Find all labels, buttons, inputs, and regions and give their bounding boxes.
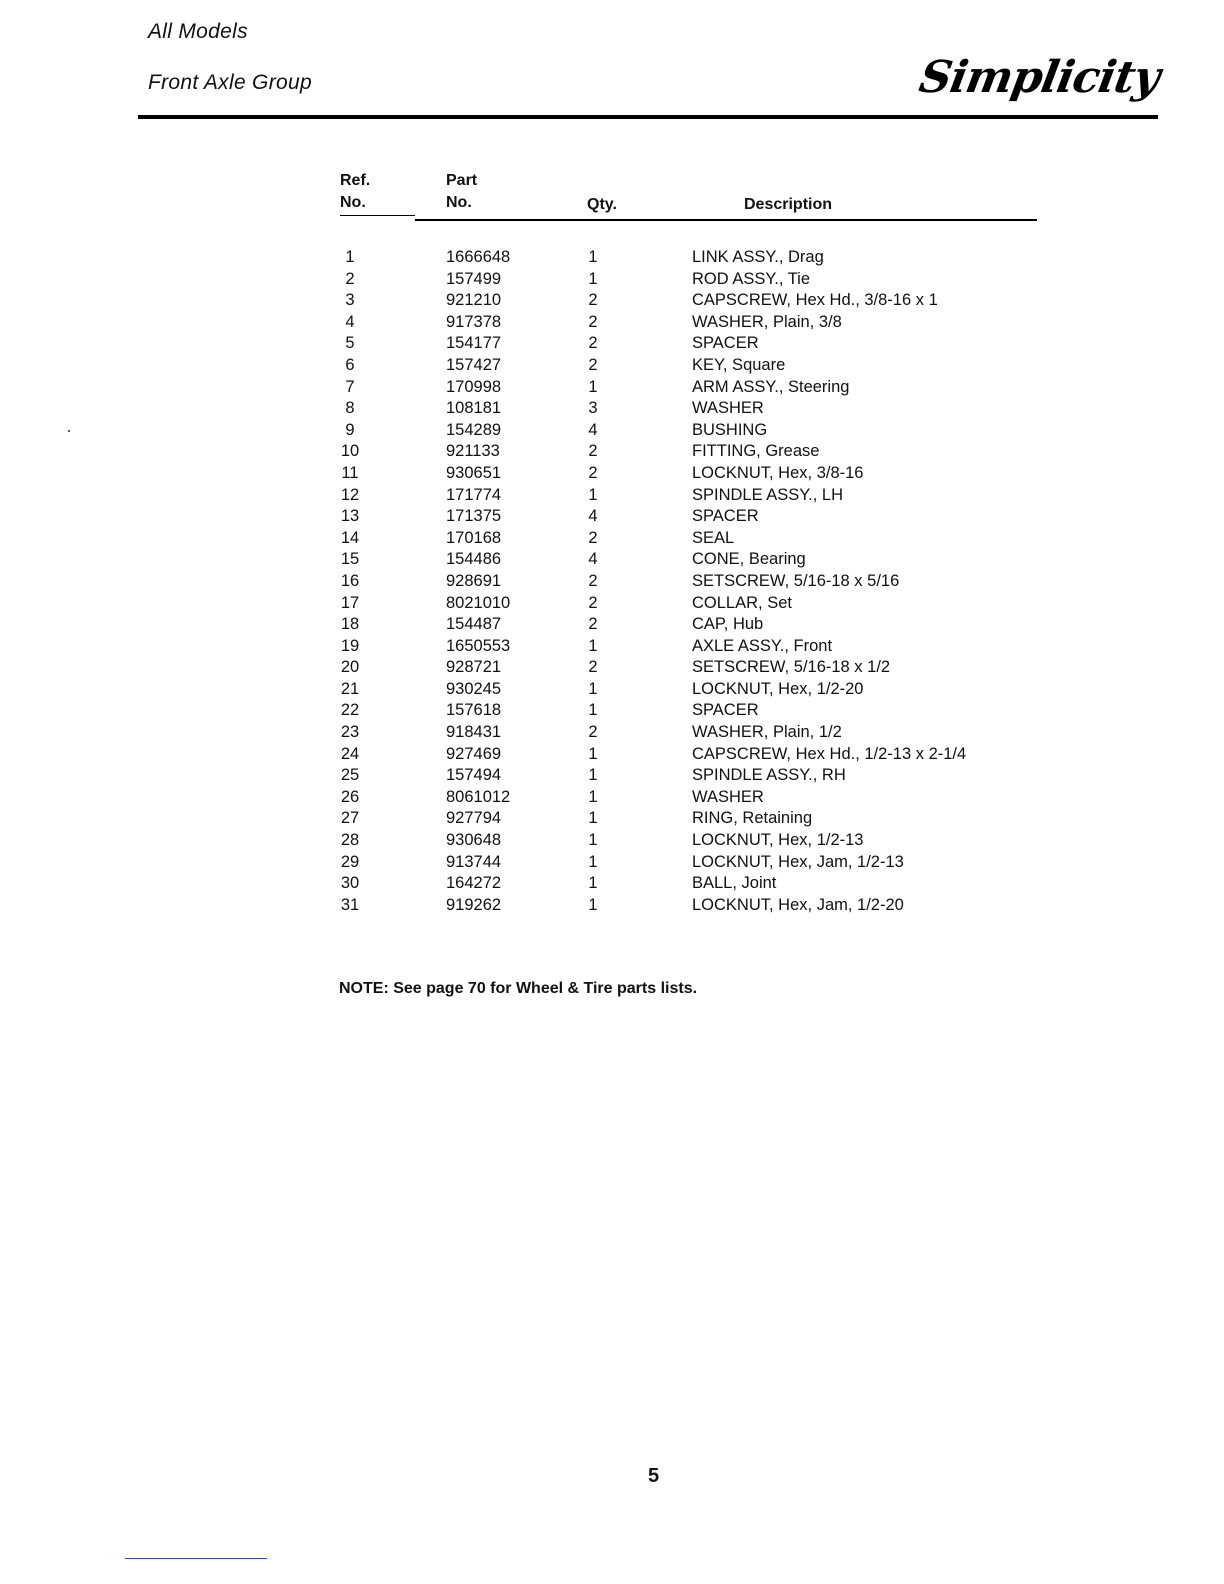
cell-part-no: 157499 <box>446 269 502 288</box>
cell-description: LOCKNUT, Hex, Jam, 1/2-13 <box>692 852 904 871</box>
cell-description: SPACER <box>692 507 759 526</box>
cell-qty: 1 <box>588 766 598 785</box>
cell-ref-no: 10 <box>340 442 360 461</box>
cell-qty: 1 <box>588 377 598 396</box>
parts-note: NOTE: See page 70 for Wheel & Tire parts lists. <box>339 980 698 997</box>
cell-part-no: 154487 <box>446 615 502 634</box>
cell-description: WASHER, Plain, 3/8 <box>692 312 842 331</box>
cell-part-no: 919262 <box>446 895 502 914</box>
cell-qty: 2 <box>588 334 598 353</box>
cell-description: LOCKNUT, Hex, Jam, 1/2-20 <box>692 895 904 914</box>
cell-description: WASHER <box>692 787 764 806</box>
cell-ref-no: 28 <box>340 831 360 850</box>
cell-ref-no: 26 <box>340 787 360 806</box>
cell-part-no: 921133 <box>446 442 500 461</box>
cell-description: LINK ASSY., Drag <box>692 248 824 266</box>
cell-part-no: 171375 <box>446 507 502 526</box>
cell-ref-no: 29 <box>340 852 360 871</box>
cell-ref-no: 16 <box>340 571 360 590</box>
header-models: All Models <box>148 20 248 43</box>
cell-description: BALL, Joint <box>692 874 777 893</box>
cell-description: CONE, Bearing <box>692 550 806 569</box>
table-row <box>0 269 1224 291</box>
page-number: 5 <box>648 1465 660 1487</box>
cell-ref-no: 23 <box>340 723 360 742</box>
table-row <box>0 549 1224 571</box>
cell-qty: 1 <box>588 852 598 871</box>
cell-qty: 2 <box>588 463 598 482</box>
cell-qty: 2 <box>588 658 598 677</box>
cell-qty: 2 <box>588 312 598 331</box>
cell-qty: 1 <box>588 485 598 504</box>
table-row <box>0 614 1224 636</box>
table-row <box>0 636 1224 658</box>
table-row <box>0 808 1224 830</box>
cell-qty: 1 <box>588 809 598 828</box>
cell-part-no: 8021010 <box>446 593 511 612</box>
cell-part-no: 154177 <box>446 334 502 353</box>
cell-qty: 1 <box>588 679 598 698</box>
cell-ref-no: 25 <box>340 766 360 785</box>
cell-description: SETSCREW, 5/16-18 x 5/16 <box>692 571 900 590</box>
cell-qty: 1 <box>588 269 598 288</box>
cell-qty: 1 <box>588 831 598 850</box>
header-rule <box>138 115 1158 119</box>
cell-part-no: 930245 <box>446 679 502 698</box>
cell-qty: 2 <box>588 355 598 374</box>
table-row <box>0 441 1224 463</box>
cell-part-no: 1650553 <box>446 636 511 655</box>
header-ref-line2: No. <box>340 194 366 211</box>
header-underline-ref <box>340 215 415 216</box>
cell-qty: 1 <box>588 895 598 914</box>
cell-qty: 2 <box>588 593 598 612</box>
table-row <box>0 571 1224 593</box>
cell-part-no: 164272 <box>446 874 502 893</box>
cell-ref-no: 1 <box>345 248 355 266</box>
table-row <box>0 657 1224 679</box>
cell-part-no: 171774 <box>446 485 502 504</box>
cell-qty: 2 <box>588 723 598 742</box>
cell-part-no: 1666648 <box>446 248 511 266</box>
cell-ref-no: 11 <box>341 463 359 482</box>
cell-description: ROD ASSY., Tie <box>692 269 810 288</box>
cell-ref-no: 12 <box>340 485 360 504</box>
cell-ref-no: 5 <box>345 334 355 353</box>
cell-qty: 4 <box>588 420 598 439</box>
cell-description: AXLE ASSY., Front <box>692 636 833 655</box>
cell-part-no: 913744 <box>446 852 502 871</box>
cell-description: SETSCREW, 5/16-18 x 1/2 <box>692 658 891 677</box>
cell-part-no: 157494 <box>446 766 502 785</box>
cell-description: SPACER <box>692 334 759 353</box>
table-row <box>0 463 1224 485</box>
table-row <box>0 528 1224 550</box>
cell-description: CAPSCREW, Hex Hd., 1/2-13 x 2-1/4 <box>692 744 967 763</box>
table-row <box>0 873 1224 895</box>
cell-qty: 1 <box>588 636 598 655</box>
cell-qty: 3 <box>588 399 598 418</box>
cell-description: BUSHING <box>692 420 768 439</box>
cell-qty: 2 <box>588 615 598 634</box>
table-row <box>0 355 1224 377</box>
cell-ref-no: 21 <box>340 679 360 698</box>
cell-description: SPINDLE ASSY., LH <box>692 485 844 504</box>
cell-ref-no: 15 <box>340 550 360 569</box>
brand-logo: Simplicity <box>915 52 1164 103</box>
table-row <box>0 398 1224 420</box>
cell-part-no: 154289 <box>446 420 502 439</box>
cell-part-no: 170998 <box>446 377 502 396</box>
cell-ref-no: 2 <box>345 269 355 288</box>
cell-part-no: 930648 <box>446 831 502 850</box>
cell-qty: 1 <box>588 701 598 720</box>
cell-part-no: 930651 <box>446 463 502 482</box>
cell-qty: 2 <box>588 442 598 461</box>
cell-ref-no: 8 <box>345 399 355 418</box>
cell-qty: 1 <box>588 248 598 266</box>
table-row <box>0 830 1224 852</box>
cell-ref-no: 4 <box>345 312 355 331</box>
header-description: Description <box>744 196 833 213</box>
cell-part-no: 927469 <box>446 744 502 763</box>
header-group-title: Front Axle Group <box>148 71 312 94</box>
cell-ref-no: 7 <box>345 377 355 396</box>
cell-description: LOCKNUT, Hex, 1/2-20 <box>692 679 864 698</box>
cell-part-no: 927794 <box>446 809 502 828</box>
cell-qty: 2 <box>588 571 598 590</box>
cell-part-no: 918431 <box>446 723 502 742</box>
table-row <box>0 722 1224 744</box>
cell-qty: 4 <box>588 507 598 526</box>
cell-description: COLLAR, Set <box>692 593 792 612</box>
cell-part-no: 157427 <box>446 355 502 374</box>
header-qty: Qty. <box>587 196 617 213</box>
cell-description: FITTING, Grease <box>692 442 820 461</box>
cell-qty: 2 <box>588 528 598 547</box>
cell-ref-no: 14 <box>340 528 360 547</box>
cell-description: SEAL <box>692 528 735 547</box>
cell-description: SPACER <box>692 701 759 720</box>
header-underline <box>415 219 1037 221</box>
table-row <box>0 679 1224 701</box>
table-row <box>0 852 1224 874</box>
table-row <box>0 506 1224 528</box>
table-row <box>0 420 1224 442</box>
cell-part-no: 157618 <box>446 701 502 720</box>
cell-description: CAP, Hub <box>692 615 764 634</box>
cell-qty: 2 <box>588 291 598 310</box>
table-row <box>0 744 1224 766</box>
cell-description: LOCKNUT, Hex, 1/2-13 <box>692 831 864 850</box>
cell-description: RING, Retaining <box>692 809 813 828</box>
header-ref-line1: Ref. <box>340 172 371 189</box>
cell-ref-no: 27 <box>340 809 360 828</box>
cell-ref-no: 19 <box>340 636 360 655</box>
parts-table-body <box>0 247 1224 916</box>
cell-part-no: 170168 <box>446 528 502 547</box>
table-row <box>0 312 1224 334</box>
cell-part-no: 928721 <box>446 658 502 677</box>
table-row <box>0 787 1224 809</box>
table-row <box>0 333 1224 355</box>
footer-rule <box>125 1558 267 1559</box>
cell-description: SPINDLE ASSY., RH <box>692 766 846 785</box>
cell-ref-no: 20 <box>340 658 360 677</box>
cell-part-no: 8061012 <box>446 787 511 806</box>
cell-ref-no: 24 <box>340 744 360 763</box>
header-part-line1: Part <box>446 172 478 189</box>
table-row <box>0 247 1224 269</box>
header-part-line2: No. <box>446 194 472 211</box>
table-row <box>0 377 1224 399</box>
cell-ref-no: 30 <box>340 874 360 893</box>
table-row <box>0 290 1224 312</box>
table-row <box>0 485 1224 507</box>
cell-description: ARM ASSY., Steering <box>692 377 850 396</box>
cell-ref-no: 9 <box>345 420 355 439</box>
cell-ref-no: 6 <box>345 355 355 374</box>
cell-qty: 1 <box>588 744 598 763</box>
cell-part-no: 154486 <box>446 550 502 569</box>
cell-ref-no: 17 <box>340 593 360 612</box>
cell-description: CAPSCREW, Hex Hd., 3/8-16 x 1 <box>692 291 938 310</box>
cell-ref-no: 3 <box>345 291 355 310</box>
table-row <box>0 765 1224 787</box>
cell-ref-no: 13 <box>340 507 360 526</box>
cell-description: KEY, Square <box>692 355 786 374</box>
table-row <box>0 895 1224 917</box>
cell-description: WASHER, Plain, 1/2 <box>692 723 842 742</box>
cell-part-no: 921210 <box>446 291 502 310</box>
cell-part-no: 928691 <box>446 571 502 590</box>
cell-ref-no: 22 <box>340 701 360 720</box>
cell-qty: 1 <box>588 874 598 893</box>
cell-ref-no: 31 <box>340 895 360 914</box>
cell-description: LOCKNUT, Hex, 3/8-16 <box>692 463 864 482</box>
cell-qty: 1 <box>588 787 598 806</box>
cell-qty: 4 <box>588 550 598 569</box>
cell-ref-no: 18 <box>340 615 360 634</box>
cell-part-no: 917378 <box>446 312 502 331</box>
table-row <box>0 593 1224 615</box>
cell-description: WASHER <box>692 399 764 418</box>
table-row <box>0 700 1224 722</box>
cell-part-no: 108181 <box>446 399 502 418</box>
